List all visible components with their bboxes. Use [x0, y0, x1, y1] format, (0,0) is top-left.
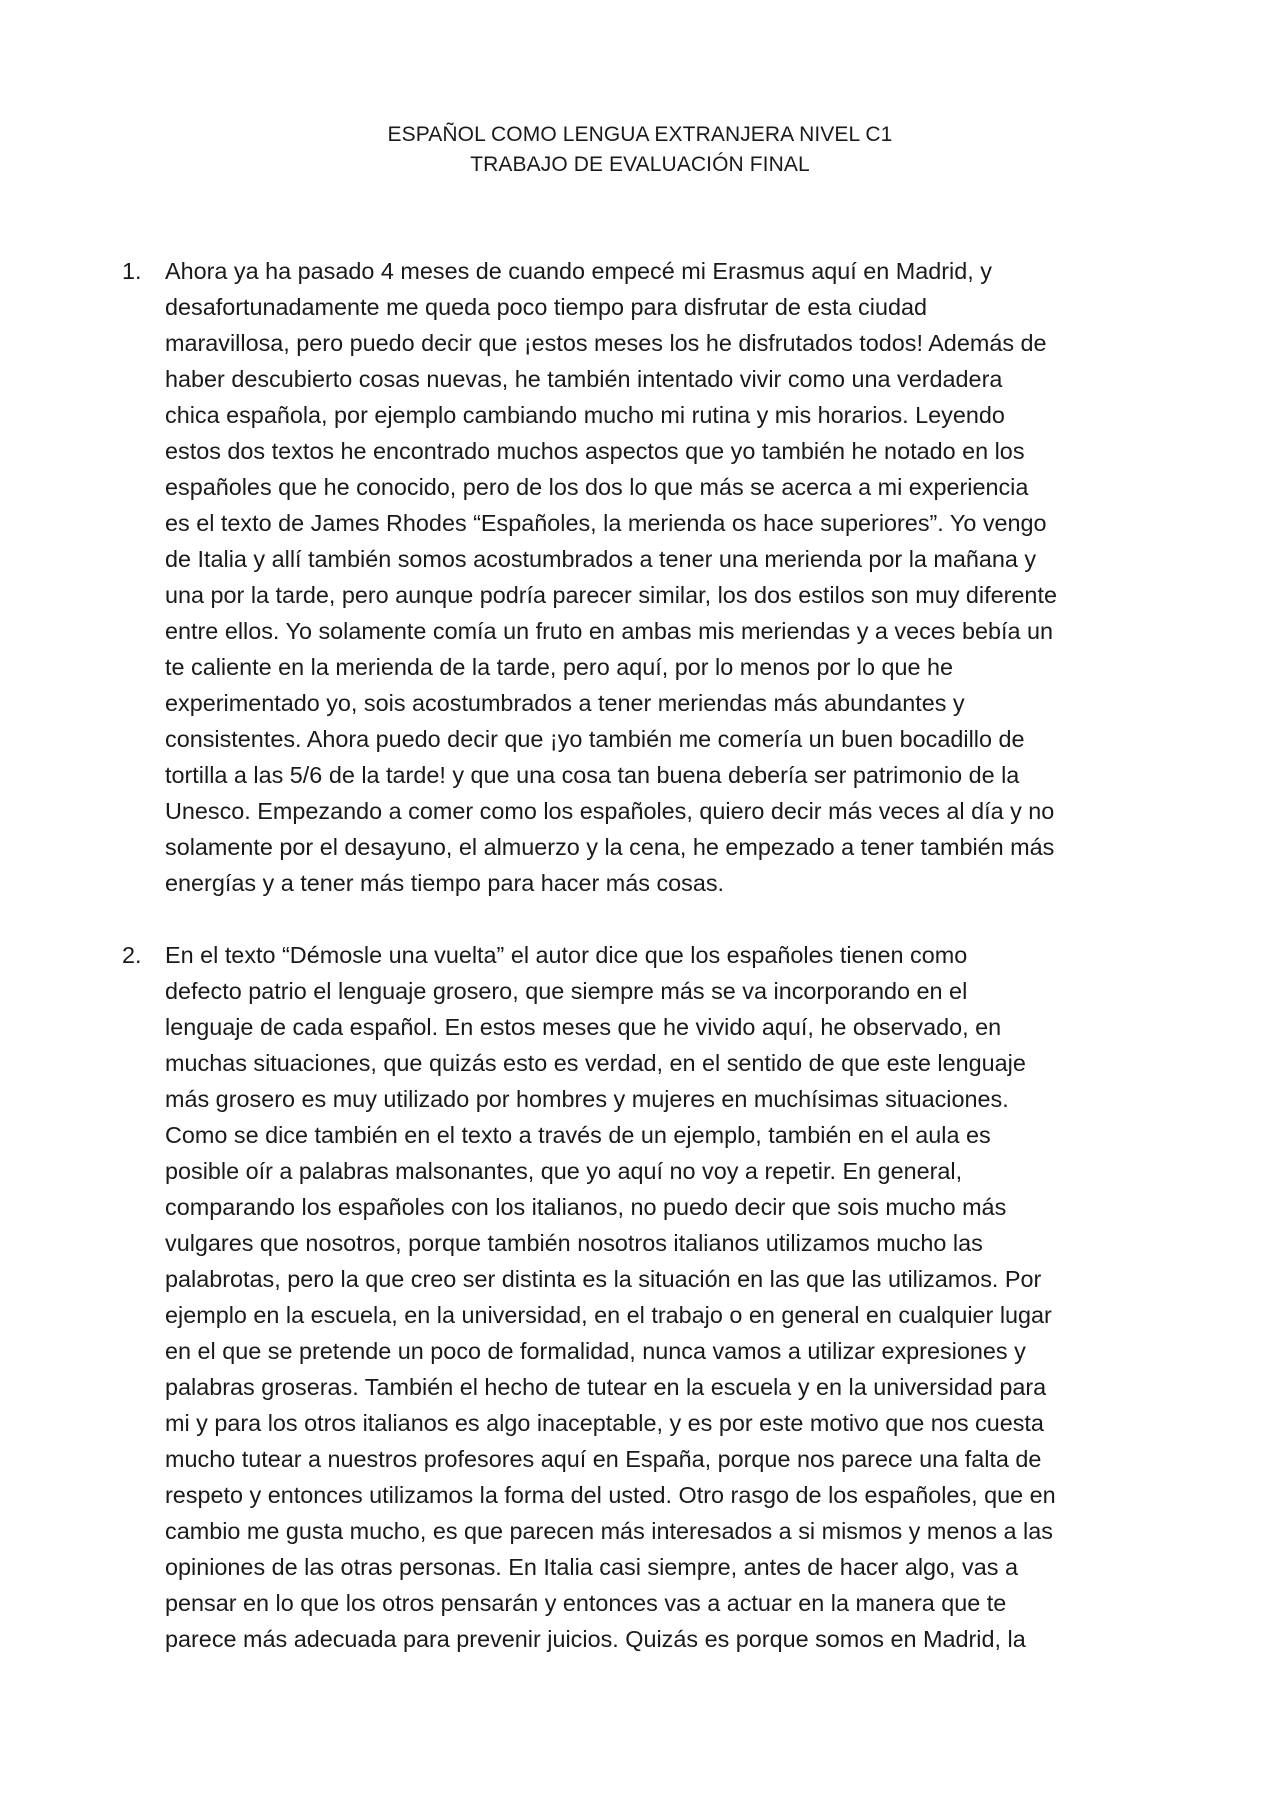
paragraph-line: posible oír a palabras malsonantes, que yo aquí no voy a repetir. En general, [165, 1158, 963, 1184]
paragraph-line: españoles que he conocido, pero de los dos lo que más se acerca a mi experiencia [165, 474, 1029, 500]
paragraph-line: en el que se pretende un poco de formalidad, nunca vamos a utilizar expresiones y [165, 1338, 1026, 1364]
paragraph-line: muchas situaciones, que quizás esto es verdad, en el sentido de que este lenguaje [165, 1050, 1026, 1076]
paragraph-line: una por la tarde, pero aunque podría parecer similar, los dos estilos son muy diferente [165, 582, 1057, 608]
paragraph-line: Unesco. Empezando a comer como los españoles, quiero decir más veces al día y no [165, 798, 1055, 824]
paragraph-line: defecto patrio el lenguaje grosero, que siempre más se va incorporando en el [165, 978, 968, 1004]
paragraph-line: desafortunadamente me queda poco tiempo para disfrutar de esta ciudad [165, 294, 927, 320]
paragraph-line: entre ellos. Yo solamente comía un fruto en ambas mis meriendas y a veces bebía un [165, 618, 1054, 644]
paragraph-line: solamente por el desayuno, el almuerzo y la cena, he empezado a tener también más [165, 834, 1055, 860]
paragraph-line: lenguaje de cada español. En estos meses que he vivido aquí, he observado, en [165, 1014, 1002, 1040]
paragraph-line: experimentado yo, sois acostumbrados a tener meriendas más abundantes y [165, 690, 965, 716]
paragraph-line: mucho tutear a nuestros profesores aquí en España, porque nos parece una falta de [165, 1446, 1042, 1472]
answer-item [122, 253, 1172, 901]
paragraph-line: consistentes. Ahora puedo decir que ¡yo también me comería un buen bocadillo de [165, 726, 1025, 752]
paragraph-line: más grosero es muy utilizado por hombres y mujeres en muchísimas situaciones. [165, 1086, 1009, 1112]
paragraph-line: respeto y entonces utilizamos la forma del usted. Otro rasgo de los españoles, que en [165, 1482, 1056, 1508]
paragraph-line: cambio me gusta mucho, es que parecen más interesados a si mismos y menos a las [165, 1518, 1053, 1544]
header-title-line-2: TRABAJO DE EVALUACIÓN FINAL [470, 153, 810, 176]
paragraph-line: tortilla a las 5/6 de la tarde! y que una cosa tan buena debería ser patrimonio de la [165, 762, 1020, 788]
answer-number: 1. [122, 258, 142, 284]
answer-list [122, 253, 1172, 1657]
paragraph-line: energías y a tener más tiempo para hacer más cosas. [165, 870, 725, 896]
paragraph-line: haber descubierto cosas nuevas, he también intentado vivir como una verdadera [165, 366, 1003, 392]
paragraph-line: comparando los españoles con los italianos, no puedo decir que sois mucho más [165, 1194, 1007, 1220]
answer-paragraph [165, 937, 1172, 1657]
paragraph-line: chica española, por ejemplo cambiando mucho mi rutina y mis horarios. Leyendo [165, 402, 1005, 428]
paragraph-line: de Italia y allí también somos acostumbrados a tener una merienda por la mañana y [165, 546, 1037, 572]
paragraph-line: estos dos textos he encontrado muchos aspectos que yo también he notado en los [165, 438, 1025, 464]
paragraph-line: te caliente en la merienda de la tarde, pero aquí, por lo menos por lo que he [165, 654, 953, 680]
answer-number: 2. [122, 942, 142, 968]
answer-paragraph [165, 253, 1172, 901]
paragraph-line: En el texto “Démosle una vuelta” el autor dice que los españoles tienen como [165, 942, 968, 968]
paragraph-line: palabrotas, pero la que creo ser distinta es la situación en las que las utilizamos. Por [165, 1266, 1042, 1292]
paragraph-line: es el texto de James Rhodes “Españoles, la merienda os hace superiores”. Yo vengo [165, 510, 1047, 536]
paragraph-line: ejemplo en la escuela, en la universidad, en el trabajo o en general en cualquier lugar [165, 1302, 1052, 1328]
answer-item [122, 937, 1172, 1657]
paragraph-line: maravillosa, pero puedo decir que ¡estos meses los he disfrutados todos! Además de [165, 330, 1047, 356]
header-title-line-1: ESPAÑOL COMO LENGUA EXTRANJERA NIVEL C1 [387, 123, 893, 146]
paragraph-line: vulgares que nosotros, porque también nosotros italianos utilizamos mucho las [165, 1230, 983, 1256]
paragraph-line: Ahora ya ha pasado 4 meses de cuando empecé mi Erasmus aquí en Madrid, y [165, 258, 992, 284]
document-header [0, 120, 1280, 180]
paragraph-line: palabras groseras. También el hecho de tutear en la escuela y en la universidad para [165, 1374, 1047, 1400]
paragraph-line: Como se dice también en el texto a través de un ejemplo, también en el aula es [165, 1122, 991, 1148]
paragraph-line: opiniones de las otras personas. En Italia casi siempre, antes de hacer algo, vas a [165, 1554, 1018, 1580]
paragraph-line: pensar en lo que los otros pensarán y entonces vas a actuar en la manera que te [165, 1590, 1007, 1616]
paragraph-line: mi y para los otros italianos es algo inaceptable, y es por este motivo que nos cuesta [165, 1410, 1044, 1436]
paragraph-line: parece más adecuada para prevenir juicios. Quizás es porque somos en Madrid, la [165, 1626, 1026, 1652]
